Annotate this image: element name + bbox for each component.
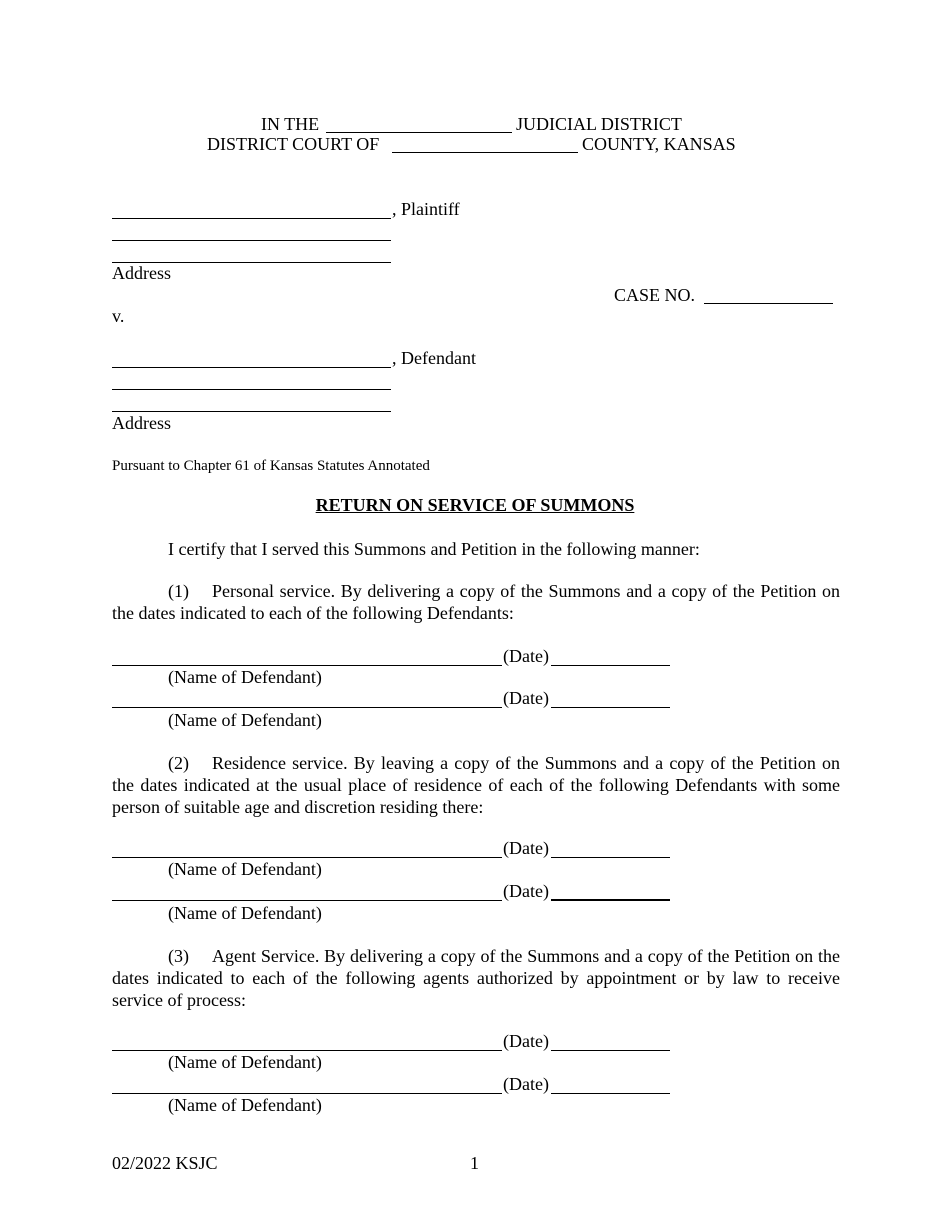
header-judicial-district: JUDICIAL DISTRICT xyxy=(516,114,682,134)
plaintiff-address-blank-1[interactable] xyxy=(112,240,391,241)
section-text: Residence service. By leaving a copy of the Summons and a copy of the Petition on the dates indicated at the usual place of residence of each of the following Defendants with some person of suitable age and discretion residing there: xyxy=(112,753,840,817)
name-of-defendant-label: (Name of Defendant) xyxy=(168,903,322,923)
section-number: (3) xyxy=(168,946,189,966)
header-district-court-of: DISTRICT COURT OF xyxy=(207,134,380,154)
date-blank[interactable] xyxy=(551,857,670,858)
date-blank[interactable] xyxy=(551,707,670,708)
defendant-address-blank-1[interactable] xyxy=(112,389,391,390)
certify-text: I certify that I served this Summons and Petition in the following manner: xyxy=(168,539,700,559)
date-label: (Date) xyxy=(503,838,549,858)
header-county-kansas: COUNTY, KANSAS xyxy=(582,134,736,154)
date-blank[interactable] xyxy=(551,1093,670,1094)
name-of-defendant-label: (Name of Defendant) xyxy=(168,710,322,730)
defendant-name-blank[interactable] xyxy=(112,707,502,708)
date-blank[interactable] xyxy=(551,1050,670,1051)
section-text: Agent Service. By delivering a copy of the Summons and a copy of the Petition on the dates indicated to each of the following agents authorized by appointment or by law to receive service of process: xyxy=(112,946,840,1010)
plaintiff-label: , Plaintiff xyxy=(392,199,460,219)
section-number: (1) xyxy=(168,581,189,601)
statute-note: Pursuant to Chapter 61 of Kansas Statutes Annotated xyxy=(112,458,430,474)
name-of-defendant-label: (Name of Defendant) xyxy=(168,667,322,687)
form-code: 02/2022 KSJC xyxy=(112,1153,218,1173)
date-blank[interactable] xyxy=(551,665,670,666)
section-agent-service xyxy=(112,945,840,1011)
case-no-blank[interactable] xyxy=(704,303,833,304)
page-number: 1 xyxy=(470,1153,479,1173)
defendant-name-blank[interactable] xyxy=(112,900,502,901)
plaintiff-name-blank[interactable] xyxy=(112,218,391,219)
section-number: (2) xyxy=(168,753,189,773)
defendant-name-blank[interactable] xyxy=(112,367,391,368)
name-of-defendant-label: (Name of Defendant) xyxy=(168,1052,322,1072)
date-label: (Date) xyxy=(503,1074,549,1094)
name-of-defendant-label: (Name of Defendant) xyxy=(168,1095,322,1115)
section-personal-service xyxy=(112,580,840,624)
defendant-label: , Defendant xyxy=(392,348,476,368)
document-title: RETURN ON SERVICE OF SUMMONS xyxy=(315,495,635,515)
section-text: Personal service. By delivering a copy of the Summons and a copy of the Petition on the dates indicated to each of the following Defendants: xyxy=(112,581,840,623)
certify-statement xyxy=(112,538,840,560)
date-label: (Date) xyxy=(503,688,549,708)
header-in-the: IN THE xyxy=(261,114,320,134)
date-blank[interactable] xyxy=(551,899,670,901)
defendant-address-label: Address xyxy=(112,413,171,433)
date-label: (Date) xyxy=(503,1031,549,1051)
section-residence-service xyxy=(112,752,840,818)
name-of-defendant-label: (Name of Defendant) xyxy=(168,859,322,879)
date-label: (Date) xyxy=(503,881,549,901)
versus: v. xyxy=(112,306,125,326)
case-no-label: CASE NO. xyxy=(614,285,696,305)
plaintiff-address-label: Address xyxy=(112,263,171,283)
county-blank[interactable] xyxy=(392,152,578,153)
date-label: (Date) xyxy=(503,646,549,666)
